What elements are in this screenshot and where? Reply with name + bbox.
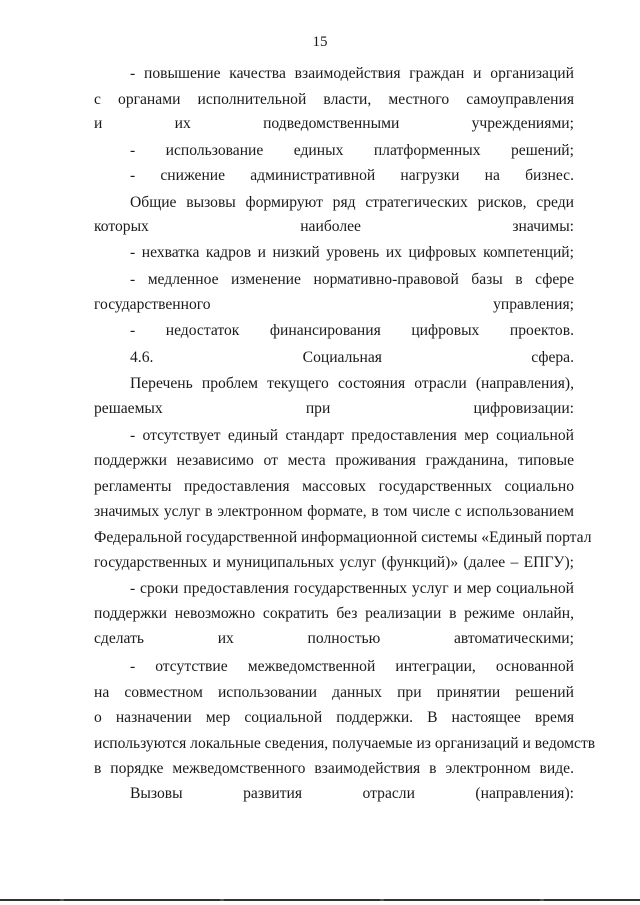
text-line: - медленное изменение нормативно-правовой базы в сфере	[130, 271, 574, 288]
text-line: - нехватка кадров и низкий уровень их цифровых компетенций;	[130, 244, 574, 261]
text-line: на совместном использовании данных при принятии решений	[94, 684, 574, 701]
text-line: - отсутствие межведомственной интеграции, основанной	[130, 658, 574, 675]
text-line: Вызовы развития отрасли (направления):	[130, 785, 574, 802]
text-line: решаемых при цифровизации:	[94, 400, 574, 417]
text-line: государственных и муниципальных услуг (функций)» (далее – ЕПГУ);	[94, 554, 574, 571]
text-line: которых наиболее значимы:	[94, 218, 574, 235]
text-line: - повышение качества взаимодействия граждан и организаций	[130, 65, 574, 82]
text-line: регламенты предоставления массовых государственных социально	[94, 478, 574, 495]
text-line: используются локальные сведения, получаемые из организаций и ведомств	[94, 735, 596, 752]
text-line: в порядке межведомственного взаимодействия в электронном виде.	[94, 760, 574, 777]
text-line: и их подведомственными учреждениями;	[94, 115, 574, 132]
text-line: Общие вызовы формируют ряд стратегических рисков, среди	[130, 194, 574, 211]
text-line: - отсутствует единый стандарт предоставления мер социальной	[130, 427, 574, 444]
text-line: с органами исполнительной власти, местного самоуправления	[94, 91, 574, 108]
text-line: сделать их полностью автоматическими;	[94, 630, 574, 647]
text-line: Перечень проблем текущего состояния отрасли (направления),	[130, 375, 574, 392]
text-line: - использование единых платформенных решений;	[130, 142, 574, 159]
text-line: поддержки независимо от места проживания гражданина, типовые	[94, 452, 574, 469]
page-number: 15	[312, 34, 328, 50]
text-line: Федеральной государственной информационной системы «Единый портал	[94, 529, 592, 546]
scan-edge-line	[0, 899, 640, 901]
text-line: - недостаток финансирования цифровых проектов.	[130, 322, 574, 339]
text-line: - снижение административной нагрузки на бизнес.	[130, 167, 574, 184]
text-line: о назначении мер социальной поддержки. В настоящее время	[94, 709, 574, 726]
text-line: - сроки предоставления государственных услуг и мер социальной	[130, 580, 574, 597]
text-line: значимых услуг в электронном формате, в том числе с использованием	[94, 503, 574, 520]
text-line: государственного управления;	[94, 296, 574, 313]
section-heading: 4.6. Социальная сфера.	[130, 349, 574, 366]
text-line: поддержки невозможно сократить без реализации в режиме онлайн,	[94, 605, 574, 622]
